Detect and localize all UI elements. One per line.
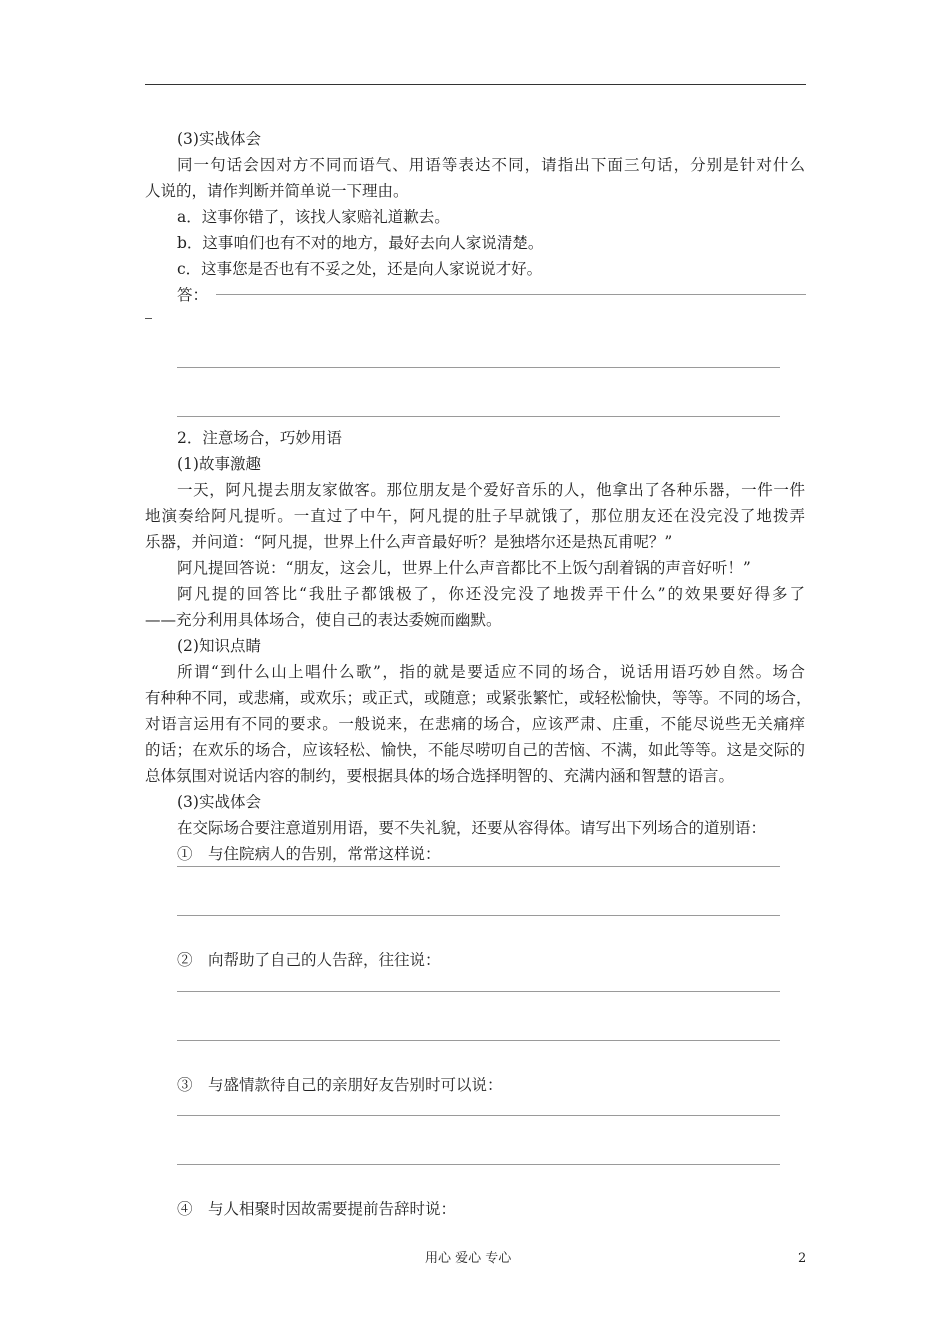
practice-item-3: ③ 与盛情款待自己的亲朋好友告别时可以说：	[177, 1076, 503, 1094]
practice-item-1: ① 与住院病人的告别，常常这样说：	[177, 845, 441, 863]
practice-intro: 在交际场合要注意道别用语，要不失礼貌，还要从容得体。请写出下列场合的道别语：	[177, 819, 767, 837]
answer-line	[177, 416, 780, 417]
option-b: b．这事咱们也有不对的地方，最好去向人家说清楚。	[177, 234, 544, 252]
paragraph-line: ——充分利用具体场合，使自己的表达委婉而幽默。	[145, 611, 502, 629]
paragraph-line: 一天，阿凡提去朋友家做客。那位朋友是个爱好音乐的人，他拿出了各种乐器，一件一件	[177, 481, 805, 499]
paragraph-line: 阿凡提的回答比“我肚子都饿极了，你还没完没了地拨弄干什么”的效果要好得多了	[177, 585, 805, 603]
answer-label: 答：	[177, 286, 209, 304]
answer-line	[177, 866, 780, 867]
practice-heading: (3)实战体会	[177, 130, 261, 148]
paragraph-line: 总体氛围对说话内容的制约，要根据具体的场合选择明智的、充满内涵和智慧的语言。	[145, 767, 735, 785]
answer-line	[177, 1115, 780, 1116]
page-number: 2	[798, 1251, 807, 1266]
paragraph-line: 有种种不同，或悲痛，或欢乐；或正式，或随意；或紧张繁忙，或轻松愉快，等等。不同的场合，	[145, 689, 812, 707]
knowledge-heading: (2)知识点睛	[177, 637, 261, 655]
answer-line-tail	[145, 318, 152, 319]
option-a: a．这事你错了，该找人家赔礼道歉去。	[177, 208, 450, 226]
practice-item-4: ④ 与人相聚时因故需要提前告辞时说：	[177, 1200, 457, 1218]
option-c: c．这事您是否也有不妥之处，还是向人家说说才好。	[177, 260, 543, 278]
story-heading: (1)故事激趣	[177, 455, 261, 473]
paragraph-line: 阿凡提回答说：“朋友，这会儿，世界上什么声音都比不上饭勺刮着锅的声音好听！”	[177, 559, 751, 577]
section-title: 2．注意场合，巧妙用语	[177, 429, 342, 447]
practice-item-2: ② 向帮助了自己的人告辞，往往说：	[177, 951, 441, 969]
answer-line	[216, 294, 806, 295]
answer-line	[177, 991, 780, 992]
answer-line	[177, 1164, 780, 1165]
paragraph-line: 所谓“到什么山上唱什么歌”，指的就是要适应不同的场合，说话用语巧妙自然。场合	[177, 663, 805, 681]
practice-heading: (3)实战体会	[177, 793, 261, 811]
paragraph-line: 乐器，并问道：“阿凡提，世界上什么声音最好听？是独塔尔还是热瓦甫呢？”	[145, 533, 673, 551]
paragraph-line: 地演奏给阿凡提听。一直过了中午，阿凡提的肚子早就饿了，那位朋友还在没完没了地拨弄	[145, 507, 805, 525]
paragraph-line: 同一句话会因对方不同而语气、用语等表达不同，请指出下面三句话，分别是针对什么	[177, 156, 805, 174]
answer-line	[177, 367, 780, 368]
answer-line	[177, 915, 780, 916]
paragraph-line: 人说的，请作判断并简单说一下理由。	[145, 182, 409, 200]
footer-slogan: 用心 爱心 专心	[425, 1251, 512, 1266]
paragraph-line: 的话；在欢乐的场合，应该轻松、愉快，不能尽唠叨自己的苦恼、不满，如此等等。这是交际的	[145, 741, 805, 759]
paragraph-line: 对语言运用有不同的要求。一般说来，在悲痛的场合，应该严肃、庄重，不能尽说些无关痛痒	[145, 715, 805, 733]
answer-line	[177, 1040, 780, 1041]
header-rule	[145, 84, 806, 85]
